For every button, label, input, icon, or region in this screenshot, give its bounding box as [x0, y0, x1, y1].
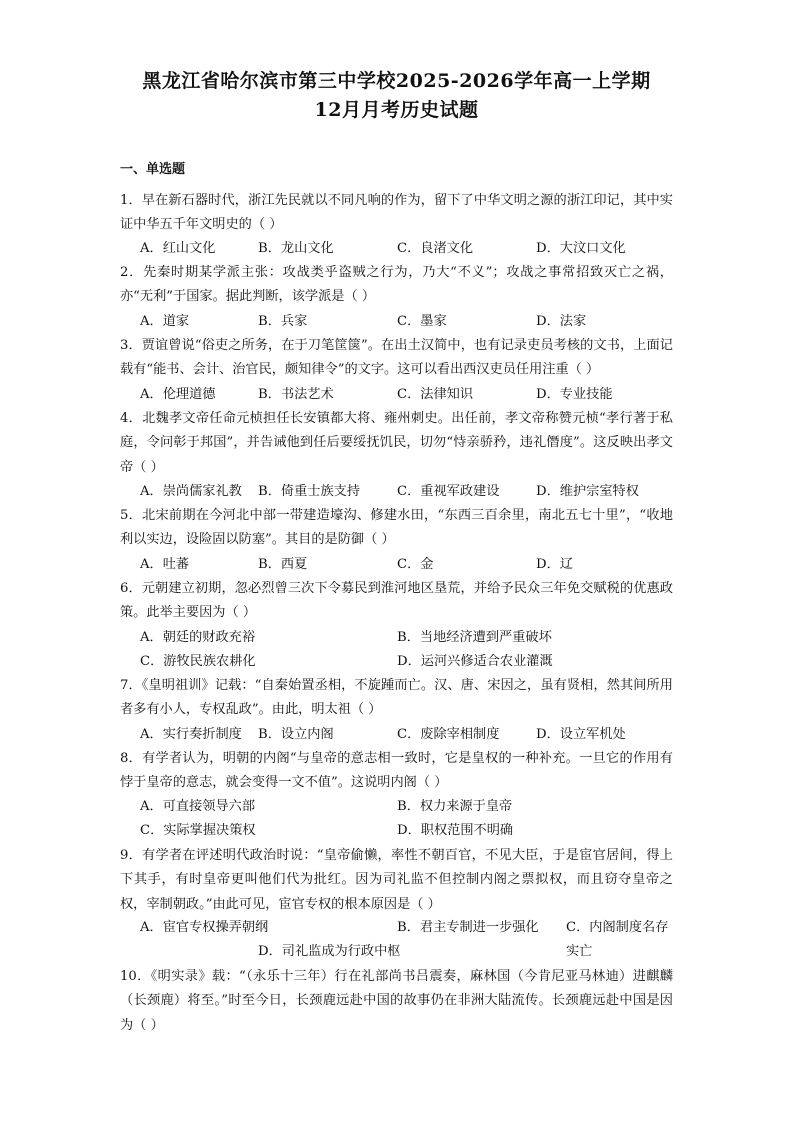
- exam-title-line-1: 黑龙江省哈尔滨市第三中学校2025-2026学年高一上学期: [142, 70, 651, 92]
- question-6-option-b: B．当地经济遭到严重破坏: [397, 630, 552, 645]
- question-5-option-d: D．辽: [536, 557, 573, 572]
- question-7-option-b: B．设立内阁: [258, 727, 334, 742]
- question-9-stem: 9．有学者在评述明代政治时说：“皇帝偷懒，率性不朝百官，不见大臣，于是宦官居间，得上下其手，有时皇帝更叫他们代为批红。因为司礼监不但控制内阁之票拟权，而且窃夺皇帝之权，宰制朝政。”由此可见，宦官专权的根本原因是（ ）: [120, 848, 673, 912]
- question-9-option-c: C．内阁制度名存实亡: [566, 920, 669, 960]
- question-4-option-d: D．维护宗室特权: [536, 484, 639, 499]
- exam-title-line-2: 12月月考历史试题: [314, 99, 479, 121]
- question-7-option-a: A．实行奏折制度: [140, 727, 242, 742]
- question-6-option-a: A．朝廷的财政充裕: [140, 630, 256, 645]
- question-6-option-c: C．游牧民族农耕化: [140, 654, 256, 669]
- question-5-option-b: B．西夏: [258, 557, 308, 572]
- question-7-option-c: C．废除宰相制度: [397, 727, 500, 742]
- question-1-option-d: D．大汶口文化: [536, 241, 626, 256]
- question-3-option-d: D．专业技能: [536, 387, 613, 402]
- question-10-stem: 10．《明实录》载：“（永乐十三年）行在礼部尚书吕震奏，麻林国（今肯尼亚马林迪）进麒麟（长颈鹿）将至。”时至今日，长颈鹿远赴中国的故事仍在非洲大陆流传。长颈鹿远赴中国是因为（ ）: [120, 969, 673, 1033]
- question-7-option-d: D．设立军机处: [536, 727, 626, 742]
- question-8-stem: 8．有学者认为，明朝的内阁“与皇帝的意志相一致时，它是皇权的一种补充。一旦它的作用有悖于皇帝的意志，就会变得一文不值”。这说明内阁（ ）: [120, 751, 673, 791]
- question-9-option-a: A．宦官专权操弄朝纲: [140, 920, 269, 935]
- question-8-option-c: C．实际掌握决策权: [140, 823, 256, 838]
- question-5-option-c: C．金: [397, 557, 434, 572]
- question-2-option-b: B．兵家: [258, 314, 308, 329]
- section-heading: 一、单选题: [120, 162, 186, 177]
- question-5-option-a: A．吐蕃: [140, 557, 190, 572]
- question-8-option-a: A．可直接领导六部: [140, 799, 256, 814]
- question-4-option-c: C．重视军政建设: [397, 484, 500, 499]
- question-4-option-b: B．倚重士族支持: [258, 484, 361, 499]
- question-1-stem: 1．早在新石器时代，浙江先民就以不同凡响的作为，留下了中华文明之源的浙江印记，其中实证中华五千年文明史的（ ）: [120, 193, 673, 233]
- question-4-stem: 4．北魏孝文帝任命元桢担任长安镇都大将、雍州刺史。出任前，孝文帝称赞元桢“孝行著于私庭，令问彰于邦国”，并告诫他到任后要绥抚饥民，切勿“恃亲骄矜，违礼僭度”。这反映出孝文帝（ ）: [120, 411, 673, 475]
- question-8-option-d: D．职权范围不明确: [397, 823, 514, 838]
- question-4-option-a: A．崇尚儒家礼教: [140, 484, 242, 499]
- question-2-option-c: C．墨家: [397, 314, 447, 329]
- question-3-option-c: C．法律知识: [397, 387, 474, 402]
- question-3-option-b: B．书法艺术: [258, 387, 334, 402]
- question-7-stem: 7．《皇明祖训》记载：“自秦始置丞相，不旋踵而亡。汉、唐、宋因之，虽有贤相，然其间所用者多有小人，专权乱政”。由此，明太祖（ ）: [120, 678, 673, 718]
- question-6-stem: 6．元朝建立初期，忽必烈曾三次下令募民到淮河地区垦荒，并给予民众三年免交赋税的优惠政策。此举主要因为（ ）: [120, 581, 673, 621]
- question-8-option-b: B．权力来源于皇帝: [397, 799, 513, 814]
- question-1-option-c: C．良渚文化: [397, 241, 474, 256]
- question-9-option-b: B．君主专制进一步强化: [397, 920, 539, 935]
- question-9-option-d: D．司礼监成为行政中枢: [258, 944, 401, 959]
- question-2-stem: 2．先秦时期某学派主张：攻战类乎盗贼之行为，乃大“不义”；攻战之事常招致灭亡之祸，亦“无利”于国家。据此判断，该学派是（ ）: [120, 265, 673, 305]
- question-1-option-b: B．龙山文化: [258, 241, 334, 256]
- question-2-option-d: D．法家: [536, 314, 587, 329]
- question-3-stem: 3．贾谊曾说“俗吏之所务，在于刀笔筐箧”。在出土汉简中，也有记录吏员考核的文书，上面记载有“能书、会计、治官民，颇知律令”的文字。这可以看出西汉吏员任用注重（ ）: [120, 338, 673, 378]
- question-2-option-a: A．道家: [140, 314, 190, 329]
- question-5-stem: 5．北宋前期在今河北中部一带建造壕沟、修建水田，“东西三百余里，南北五七十里”，“收地利以实边，设险固以防塞”。其目的是防御（ ）: [120, 508, 673, 548]
- question-3-option-a: A．伦理道德: [140, 387, 216, 402]
- question-6-option-d: D．运河兴修适合农业灌溉: [397, 654, 553, 669]
- question-1-option-a: A．红山文化: [140, 241, 216, 256]
